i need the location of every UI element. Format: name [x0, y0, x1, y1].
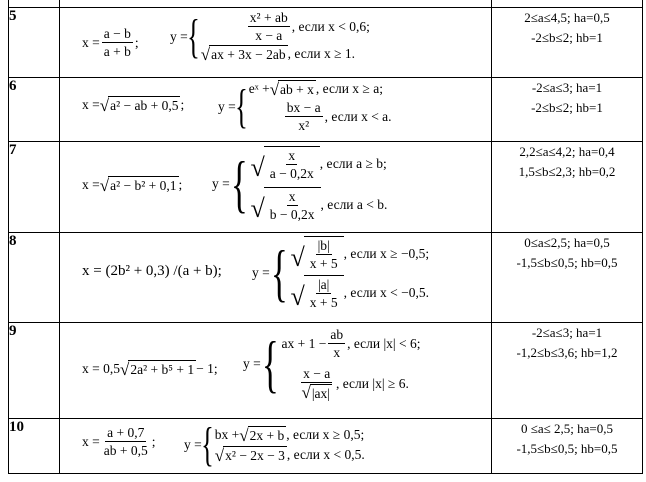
brace-icon: { [270, 237, 288, 308]
brace-icon: { [261, 328, 279, 400]
brace-icon: { [186, 9, 200, 63]
y-formula: y = { √ $\frac{|b|}{x + 5}$ , если x ≥ −0,5; √ $\frac{|a|}{x + 5}$ , если x < −0,5. [252, 237, 430, 311]
range-cell: 2,2≤a≤4,2; ha=0,4 1,5≤b≤2,3; hb=0,2 [492, 142, 643, 233]
table-row [9, 142, 643, 233]
task-number: 8 [9, 233, 60, 323]
y-formula: y = { √ $\frac{x}{a - 0,2x}$ , если a ≥ b; √ $\frac{x}{b - 0,2x}$ , если a < b. [212, 148, 388, 223]
y-formula: y = { bx + √ 2x + b , если x ≥ 0,5; √ x² − 2x − 3 , если x < 0,5. [184, 418, 365, 471]
task-number: 6 [9, 78, 60, 142]
range-cell: -2≤a≤3; ha=1 -1,2≤b≤3,6; hb=1,2 [492, 323, 643, 419]
range-cell: 0≤a≤2,5; ha=0,5 -1,5≤b≤0,5; hb=0,5 [492, 233, 643, 323]
table-row [9, 323, 643, 419]
formula-cell [60, 233, 492, 323]
table-row [9, 78, 643, 142]
range-cell: 0 ≤a≤ 2,5; ha=0,5 -1,5≤b≤0,5; hb=0,5 [492, 419, 643, 474]
x-formula: x = $\frac{a + 0,7}{ab + 0,5}$ ; [82, 425, 156, 458]
formula-cell [60, 8, 492, 78]
formula-cell [60, 78, 492, 142]
table-row [9, 419, 643, 474]
x-formula: x = 0,5 √ 2a² + b⁵ + 1 − 1; [82, 360, 218, 379]
x-formula: x = $\frac{a - b}{a + b}$ ; [82, 26, 139, 59]
task-number: 7 [9, 142, 60, 233]
formula-cell [60, 142, 492, 233]
tasks-table [8, 0, 643, 474]
task-number: 10 [9, 419, 60, 474]
y-formula: y = { ax + 1 − $\frac{ab}{x}$ , если |x| < 6; x − a √ |ax| , если |x| ≥ 6. [243, 327, 421, 403]
x-formula: x = √ a² − ab + 0,5 ; [82, 96, 185, 115]
x-formula: x = √ a² − b² + 0,1 ; [82, 176, 183, 195]
y-formula: y = { eˣ + √ ab + x , если x ≥ a; $\frac{bx - a}{\text{x²}}$ , если x < a. [218, 79, 392, 133]
brace-icon: { [234, 79, 248, 133]
formula-cell [60, 323, 492, 419]
range-cell: -2≤a≤3; ha=1 -2≤b≤2; hb=1 [492, 78, 643, 142]
task-number: 5 [9, 8, 60, 78]
sqrt: √ ax + 3x − 2ab [200, 45, 286, 64]
range-cell: 2≤a≤4,5; ha=0,5 -2≤b≤2; hb=1 [492, 8, 643, 78]
brace-icon: { [200, 418, 214, 471]
x-formula: x = (2b² + 0,3) /(a + b); [82, 263, 222, 279]
table-row-partial [9, 0, 643, 8]
table-row [9, 233, 643, 323]
formula-cell [60, 419, 492, 474]
task-number: 9 [9, 323, 60, 419]
y-formula: y = { $\frac{\text{x² + ab}}{x - a}$ , если x < 0,6; √ ax + 3x − 2ab , если x ≥ 1. [170, 9, 370, 64]
brace-icon: { [230, 148, 248, 219]
table-row [9, 8, 643, 78]
fraction: $\frac{a - b}{a + b}$ [103, 26, 131, 59]
